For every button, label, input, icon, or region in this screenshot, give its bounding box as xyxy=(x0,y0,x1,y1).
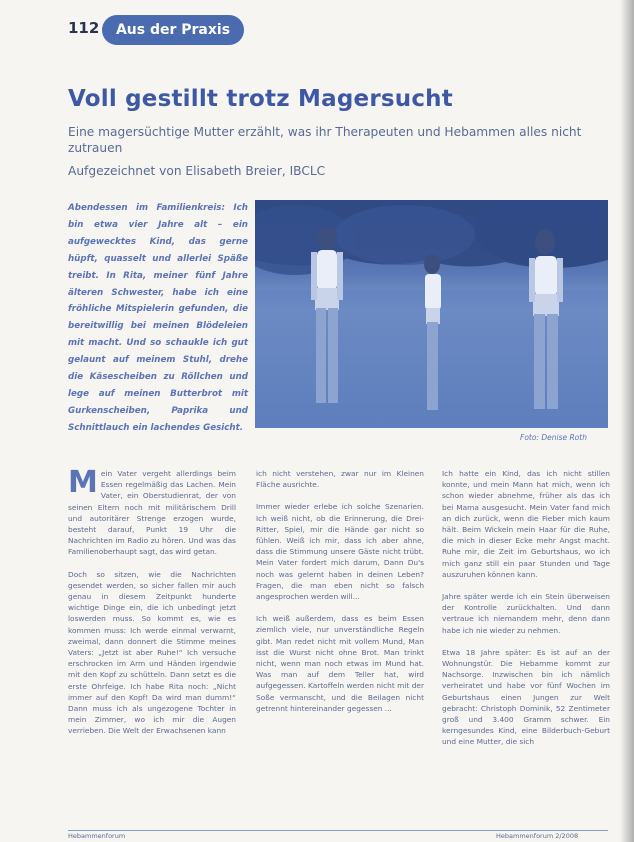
article-byline: Aufgezeichnet von Elisabeth Breier, IBCLC xyxy=(68,164,326,178)
footer-right: Hebammenforum 2/2008 xyxy=(496,832,579,840)
paragraph: Ich weiß außerdem, dass es beim Essen ziemlich viele, nur unverständliche Regeln gibt. Man redet nicht mit vollem Mund, Man isst die Wurst nicht ohne Brot. Man trinkt nicht, wenn man noch etwas im Mund hat. Was man auf dem Teller hat, wird aufgegessen. Kartoffeln werden nicht mit der Soße vermanscht, und die Beilagen nicht getrennt hintereinander gegessen ... xyxy=(256,614,424,713)
article-title: Voll gestillt trotz Magersucht xyxy=(68,86,453,112)
paragraph: Jahre später werde ich ein Stein überweisen der Kontrolle zurückhalten. Und dann vertraue ich niemandem mehr, denn dann habe ich nie wieder zu nehmen. xyxy=(442,592,610,635)
article-photo xyxy=(255,200,608,428)
paragraph: Etwa 18 Jahre später: Es ist auf an der Wohnungstür. Die Hebamme kommt zur Nachsorge. Inzwischen bin ich nämlich verheiratet und habe vor fünf Wochen im Geburtshaus einen Jungen zur Welt gebracht: Christoph Dominik, 52 Zentimeter groß und 3.400 Gramm schwer. Ein kerngesundes Kind, eine Bilderbuch-Geburt und eine Mutter, die sich xyxy=(442,647,610,747)
page-edge-shadow xyxy=(620,0,634,842)
footer-left: Hebammenforum xyxy=(68,832,126,840)
text-column-1 xyxy=(68,465,236,748)
article-intro: Abendessen im Familienkreis: Ich bin etwa vier Jahre alt – ein aufgewecktes Kind, das gerne hüpft, quasselt und allerlei Späße treibt. In Rita, meiner fünf Jahre älteren Schwester, habe ich eine fröhliche Mitspielerin gefunden, die bereitwillig bei meinen Blödeleien mit macht. Und so schaukle ich gut gelaunt auf meinem Stuhl, drehe die Käsescheiben zu Röllchen und lege auf meinen Butterbrot mit Gurkenscheiben, Paprika und Schnittlauch ein lachendes Gesicht. xyxy=(68,203,248,433)
paragraph: ich nicht verstehen, zwar nur im Kleinen Fläche ausrichte. xyxy=(256,469,424,490)
paragraph: Mein Vater vergeht allerdings beim Essen regelmäßig das Lachen. Mein Vater, ein Oberstudienrat, der von seinen Eltern noch mit militärischem Drill und autoritärer Strenge erzogen wurde, besteht darauf, Punkt 19 Uhr die Nachrichten im Radio zu hören. Und was das Familienoberhaupt sagt, das wird getan. xyxy=(68,465,236,557)
text-column-2 xyxy=(256,468,424,725)
paragraph: Immer wieder erlebe ich solche Szenarien. Ich weiß nicht, ob die Erinnerung, die Drei-Ritter, Spiel, mir die Hände gar nicht so fühlen. Weiß ich mir, dass ich aber ahne, dass die Stimmung unsere Gäste nicht trübt. Mein Vater fordert mich darum, Dann Du's noch was gelernt haben in deinen Leben? Fragen, die man eben nicht so falsch angesprochen werden will... xyxy=(256,502,424,602)
footer-rule xyxy=(68,830,608,831)
section-tab: Aus der Praxis xyxy=(102,15,244,45)
text-column-3 xyxy=(442,468,610,759)
paragraph: Doch so sitzen, wie die Nachrichten gesendet werden, so sicher fallen mir auch genau in diesem Zeitpunkt hunderte wichtige Dinge ein, die ich unbedingt jetzt loswerden muss. So kommt es, wie es kommen muss: Ich werde einmal verwarnt, zweimal, dann donnert die Stimme meines Vaters: „Jetzt ist aber Ruhe!“ Ich versuche erschrocken im Arm und Händen irgendwie mit den Kopf zu schütteln. Dann setzt es die erste Ohrfeige. Ich habe Rita noch: „Nicht immer auf den Kopf! Da wird man dumm!“ Dann muss ich als ungezogene Tochter in mein Zimmer, wo ich mir die Augen verrieben. Die Welt der Erwachsenen kann xyxy=(68,569,236,736)
photo-credit: Foto: Denise Roth xyxy=(520,433,587,442)
photo-illustration xyxy=(255,200,608,428)
article-subtitle: Eine magersüchtige Mutter erzählt, was ihr Therapeuten und Hebammen alles nicht zutrauen xyxy=(68,125,582,155)
paragraph: Ich hatte ein Kind, das ich nicht stillen konnte, und mein Mann hat mich, wenn ich schon wieder abnehme, früher als das ich bei Mama ausgesucht. Mein Vater fand mich an dich zurück, wenn die Fieber mich kaum hält. Beim Wickeln mein Haar für die Ruhe, die mich in dieser Ecke mehr Angst macht. Ruhe mir, die Zeit im Geburtshaus, wo ich mich ganz still ein paar Stunden und Tage auszuruhen können kann. xyxy=(442,469,610,579)
page-number: 112 xyxy=(68,19,100,37)
dropcap: M xyxy=(68,465,98,500)
